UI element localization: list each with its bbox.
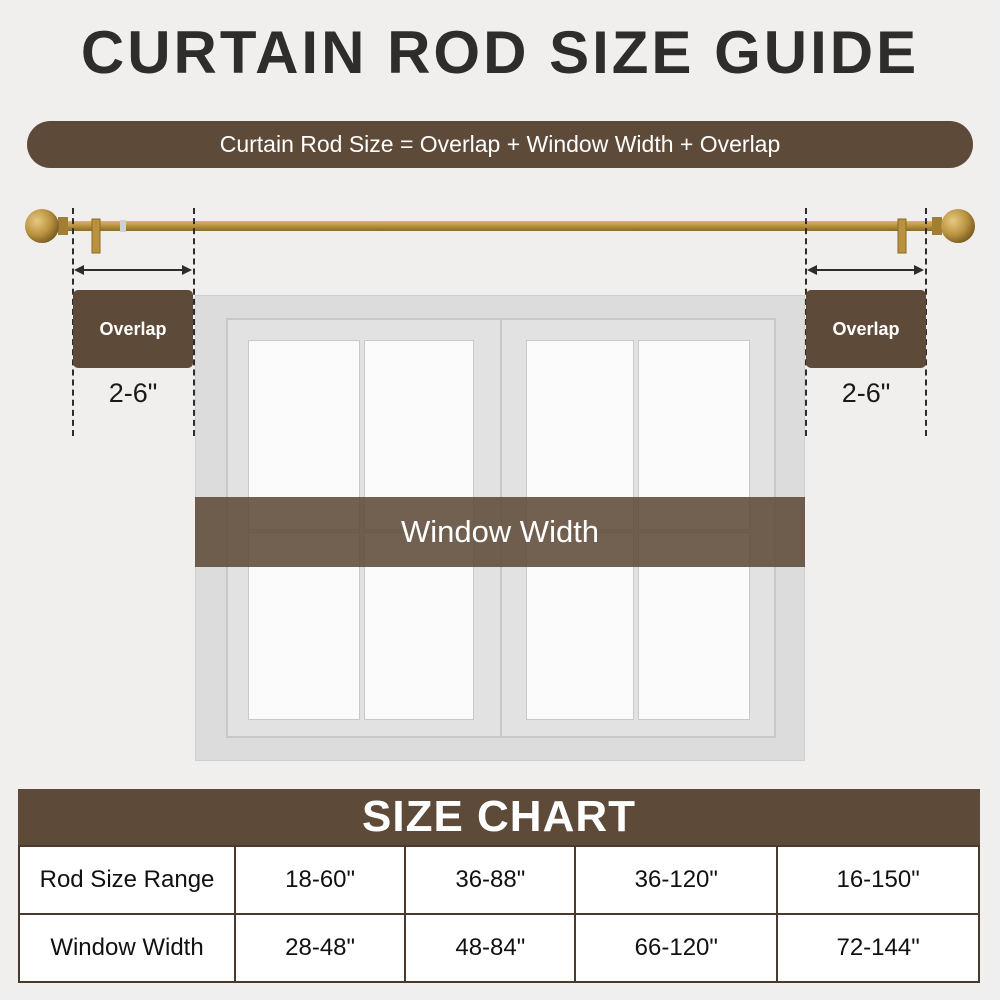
size-chart-table (18, 845, 980, 983)
curtain-rod-illustration (0, 195, 1000, 265)
overlap-left-range: 2-6" (108, 378, 158, 408)
table-cell: 18-60" (235, 846, 405, 914)
table-cell: 28-48" (235, 914, 405, 982)
table-cell: 72-144" (777, 914, 979, 982)
size-chart (18, 789, 980, 983)
table-cell: 48-84" (405, 914, 575, 982)
overlap-right-range: 2-6" (841, 378, 891, 408)
table-cell: 66-120" (575, 914, 777, 982)
table-row (19, 846, 979, 914)
page-title: CURTAIN ROD SIZE GUIDE (80, 19, 920, 86)
table-cell: 16-150" (777, 846, 979, 914)
overlap-right-arrow (805, 260, 926, 280)
table-cell: 36-88" (405, 846, 575, 914)
row-header-rod-size: Rod Size Range (19, 846, 235, 914)
table-cell: 36-120" (575, 846, 777, 914)
overlap-left-box: Overlap (73, 290, 193, 368)
size-chart-title: SIZE CHART (18, 789, 980, 845)
table-row (19, 914, 979, 982)
overlap-left-arrow (72, 260, 194, 280)
row-header-window-width: Window Width (19, 914, 235, 982)
formula-banner: Curtain Rod Size = Overlap + Window Width + Overlap (27, 121, 973, 168)
window-width-band: Window Width (195, 497, 805, 567)
overlap-right-box: Overlap (806, 290, 926, 368)
